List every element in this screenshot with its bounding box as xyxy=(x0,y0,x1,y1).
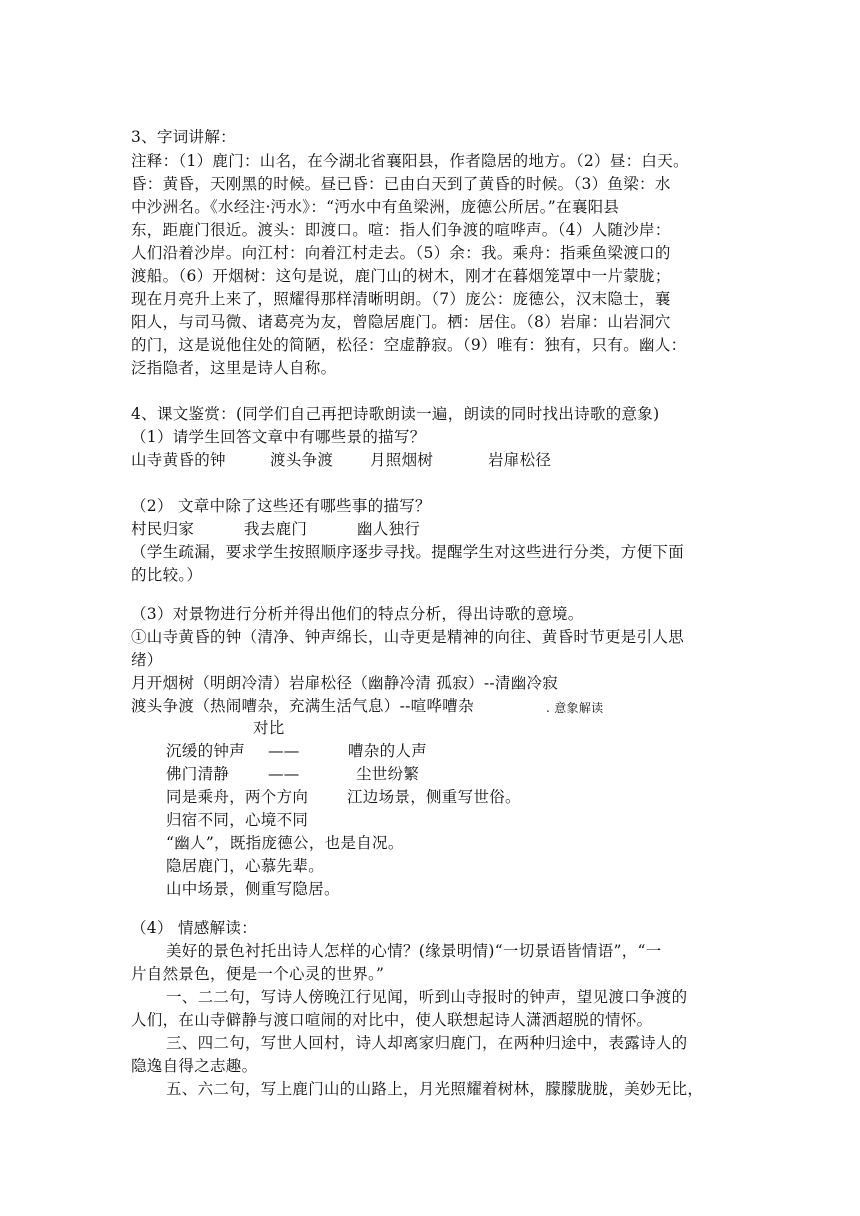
emotion-line: 人们，在山寺僻静与渡口喧闹的对比中，使人联想起诗人潇洒超脱的情怀。 xyxy=(131,1011,653,1029)
contrast-line: “幽人”，既指庞德公，也是自况。 xyxy=(166,834,404,852)
note-line: 人们沿着沙岸。向江村：向着江村走去。（5）余：我。乘舟：指乘鱼梁渡口的 xyxy=(131,244,671,262)
analysis-line: 绪） xyxy=(131,651,163,669)
note-line: 的比较。） xyxy=(131,566,203,584)
emotion-line: 五、六二句，写上鹿门山的山路上，月光照耀着树林，朦朦胧胧，美妙无比， xyxy=(166,1080,704,1098)
note-line: 东，距鹿门很近。渡头：即渡口。喧：指人们争渡的喧哗声。（4）人随沙岸： xyxy=(131,221,671,239)
note-line: 注释：（1）鹿门：山名，在今湖北省襄阳县，作者隐居的地方。（2）昼：白天。 xyxy=(131,152,689,170)
note-line: 中沙洲名。《水经注·沔水》：“沔水中有鱼梁洲，庞德公所居。”在襄阳县 xyxy=(131,198,620,216)
question-1: （1）请学生回答文章中有哪些景的描写？ xyxy=(131,428,426,446)
analysis-line: 月开烟树（明朗冷清）岩扉松径（幽静冷清 孤寂）--清幽冷寂 xyxy=(131,674,559,692)
contrast-title: 对比 xyxy=(253,719,285,737)
question-3: （3）对景物进行分析并得出他们的特点分析，得出诗歌的意境。 xyxy=(131,605,584,623)
note-line: 渡船。（6）开烟树：这句是说，鹿门山的树木，刚才在暮烟笼罩中一片蒙胧； xyxy=(131,267,671,285)
note-line: 昏：黄昏，天刚黑的时候。昼已昏：已由白天到了黄昏的时候。（3）鱼梁：水 xyxy=(131,175,671,193)
scene-item: 山寺黄昏的钟 xyxy=(131,451,226,469)
note-line: 阳人，与司马微、诸葛亮为友，曾隐居鹿门。栖：居住。（8）岩扉：山岩洞穴 xyxy=(131,313,671,331)
analysis-line: 渡头争渡（热闹嘈杂，充满生活气息）--喧哗嘈杂 xyxy=(131,697,474,715)
scene-item: 岩扉松径 xyxy=(488,451,552,469)
contrast-line: 隐居鹿门，心慕先辈。 xyxy=(166,857,325,875)
scene-item: 月照烟树 xyxy=(370,451,434,469)
emotion-line: 隐逸自得之志趣。 xyxy=(131,1057,258,1075)
contrast-left: 佛门清静 xyxy=(166,765,230,783)
contrast-dash: —— xyxy=(268,742,300,760)
question-4: （4） 情感解读： xyxy=(131,919,257,937)
contrast-right: 嘈杂的人声 xyxy=(348,742,428,760)
section-3-heading: 3、字词讲解： xyxy=(131,128,236,146)
contrast-line: 同是乘舟，两个方向 xyxy=(166,788,309,806)
contrast-left: 沉缓的钟声 xyxy=(166,742,246,760)
event-item: 我去鹿门 xyxy=(244,520,308,538)
contrast-right: 尘世纷繁 xyxy=(356,765,420,783)
emotion-line: 美好的景色衬托出诗人怎样的心情？(缘景明情)“一切景语皆情语”，“一 xyxy=(166,942,662,960)
contrast-line: 山中场景，侧重写隐居。 xyxy=(166,880,340,898)
note-line: 现在月亮升上来了，照耀得那样清晰明朗。（7）庞公：庞德公，汉末隐士，襄 xyxy=(131,290,671,308)
emotion-line: 一、二二句，写诗人傍晚江行见闻，听到山寺报时的钟声，望见渡口争渡的 xyxy=(166,988,688,1006)
question-2: （2） 文章中除了这些还有哪些事的描写？ xyxy=(131,497,431,515)
contrast-line: 归宿不同，心境不同 xyxy=(166,811,309,829)
section-4-heading: 4、课文鉴赏：(同学们自己再把诗歌朗读一遍，朗读的同时找出诗歌的意象) xyxy=(131,405,660,423)
note-line: 泛指隐者，这里是诗人自称。 xyxy=(131,359,337,377)
event-item: 幽人独行 xyxy=(357,520,421,538)
event-item: 村民归家 xyxy=(131,520,195,538)
contrast-line: 江边场景，侧重写世俗。 xyxy=(347,788,521,806)
imagery-tag: . 意象解读 xyxy=(546,701,604,715)
contrast-dash: —— xyxy=(268,765,300,783)
emotion-line: 片自然景色，便是一个心灵的世界。” xyxy=(131,965,385,983)
emotion-line: 三、四二句，写世人回村，诗人却离家归鹿门，在两种归途中，表露诗人的 xyxy=(166,1034,688,1052)
note-line: （学生疏漏，要求学生按照顺序逐步寻找。提醒学生对这些进行分类，方便下面 xyxy=(131,543,685,561)
note-line: 的门，这是说他住处的简陋，松径：空虚静寂。（9）唯有：独有，只有。幽人： xyxy=(131,336,687,354)
scene-item: 渡头争渡 xyxy=(270,451,334,469)
analysis-line: ①山寺黄昏的钟（清净、钟声绵长，山寺更是精神的向往、黄昏时节更是引人思 xyxy=(131,628,685,646)
